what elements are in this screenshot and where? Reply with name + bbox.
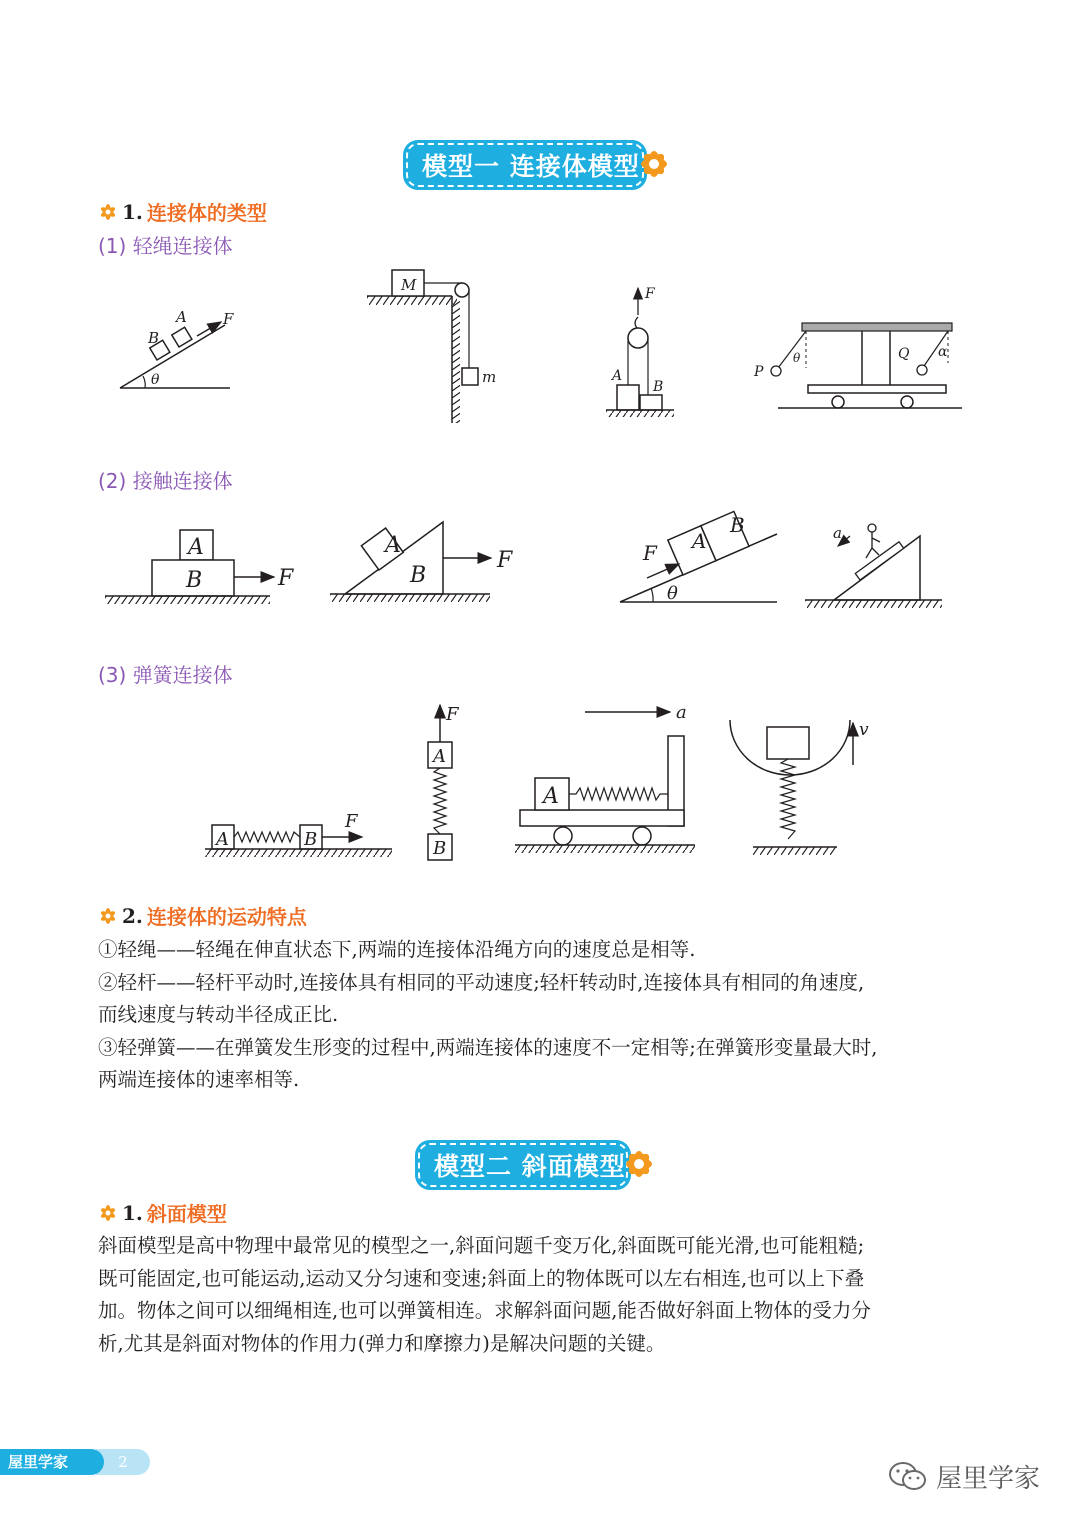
subheading-contact: (2) 接触连接体 [98,469,233,493]
section-heading-incline [98,1198,227,1227]
label-m: m [482,368,497,386]
section-number: 1. [122,1200,143,1225]
figure-stacked-blocks [100,525,300,610]
label-Q: Q [898,346,910,362]
label-v: v [859,720,869,740]
flower-icon [630,136,680,188]
label-F: F [223,310,234,328]
figure-wedge-block [325,512,525,612]
paragraph-line: 斜面模型是高中物理中最常见的模型之一,斜面问题千变万化,斜面既可能光滑,也可能粗糙; [98,1234,865,1257]
watermark [888,1458,1040,1495]
figure-spring-cart [510,700,710,865]
paragraph-line: 析,尤其是斜面对物体的作用力(弹力和摩擦力)是解决问题的关键。 [98,1331,666,1355]
footer-brand: 屋里学家 [0,1449,104,1475]
label-B: B [410,563,427,588]
wechat-icon [888,1461,928,1493]
label-A: A [176,308,187,326]
label-A: A [543,784,559,809]
figure-cart-pendulum [750,318,965,413]
label-B: B [730,513,745,537]
figure-incline-rope [115,300,240,395]
point-line: 而线速度与转动半径成正比. [98,1003,339,1026]
section-title: 斜面模型 [146,1202,227,1226]
label-F: F [446,704,459,725]
section-heading-motion [98,901,307,930]
small-flower-icon [98,906,118,926]
section-title: 连接体的类型 [146,201,267,225]
label-theta: θ [151,372,160,388]
label-P: P [754,364,764,380]
label-A: A [692,529,707,553]
label-B: B [186,568,203,593]
incline-paragraph [98,1230,984,1360]
small-flower-icon [98,1203,118,1223]
label-F: F [497,548,513,573]
paragraph-line: 既可能固定,也可能运动,运动又分匀速和变速;斜面上的物体既可以左右相连,也可以上下叠 [98,1266,865,1290]
label-a: a [676,702,687,723]
label-A: A [433,746,446,767]
label-F: F [643,541,657,565]
point-line: 两端连接体的速率相等. [98,1068,300,1091]
paragraph-line: 加。物体之间可以细绳相连,也可以弹簧相连。求解斜面问题,能否做好斜面上物体的受力分 [98,1299,871,1322]
section-title: 连接体的运动特点 [146,905,307,929]
flower-icon [615,1136,665,1188]
label-F: F [278,566,294,591]
section-number: 2. [122,903,143,928]
label-B: B [148,329,160,347]
label-alpha: α [938,344,948,360]
point-line: ①轻绳——轻绳在伸直状态下,两端的连接体沿绳方向的速度总是相等. [98,938,696,961]
figure-spring-vertical [420,700,480,865]
label-theta: θ [667,583,678,604]
section-heading-types [98,197,267,226]
small-flower-icon [98,202,118,222]
subheading-spring: (3) 弹簧连接体 [98,663,233,687]
model2-banner [418,1143,628,1187]
figure-spring-horizontal [200,805,400,865]
label-M: M [401,276,417,294]
watermark-text: 屋里学家 [936,1464,1041,1494]
figure-incline-contact [615,492,785,607]
label-B: B [433,838,447,859]
section-number: 1. [122,199,143,224]
motion-points [98,934,984,1097]
figure-pulley-blocks [598,283,688,423]
point-line: ③轻弹簧——在弹簧发生形变的过程中,两端连接体的速度不一定相等;在弹簧形变量最大时, [98,1035,878,1059]
label-theta: θ [793,351,801,365]
figure-spring-bowl [725,715,885,860]
figure-person-slope [800,518,950,613]
label-F: F [645,286,655,302]
label-a: a [833,524,842,542]
label-F: F [345,811,358,832]
label-A: A [188,535,204,560]
model1-banner [406,143,644,187]
point-line: ②轻杆——轻杆平动时,连接体具有相同的平动速度;轻杆转动时,连接体具有相同的角速度, [98,970,865,994]
page-number: 2 [96,1449,150,1475]
subheading-rope: (1) 轻绳连接体 [98,234,233,258]
model2-banner-title: 模型二 斜面模型 [434,1152,626,1181]
figure-table-pulley [362,265,507,425]
label-A: A [612,368,623,384]
label-A: A [216,829,229,850]
model1-banner-title: 模型一 连接体模型 [422,152,640,181]
label-B: B [653,379,664,395]
label-A: A [385,533,401,558]
label-B: B [304,829,318,850]
